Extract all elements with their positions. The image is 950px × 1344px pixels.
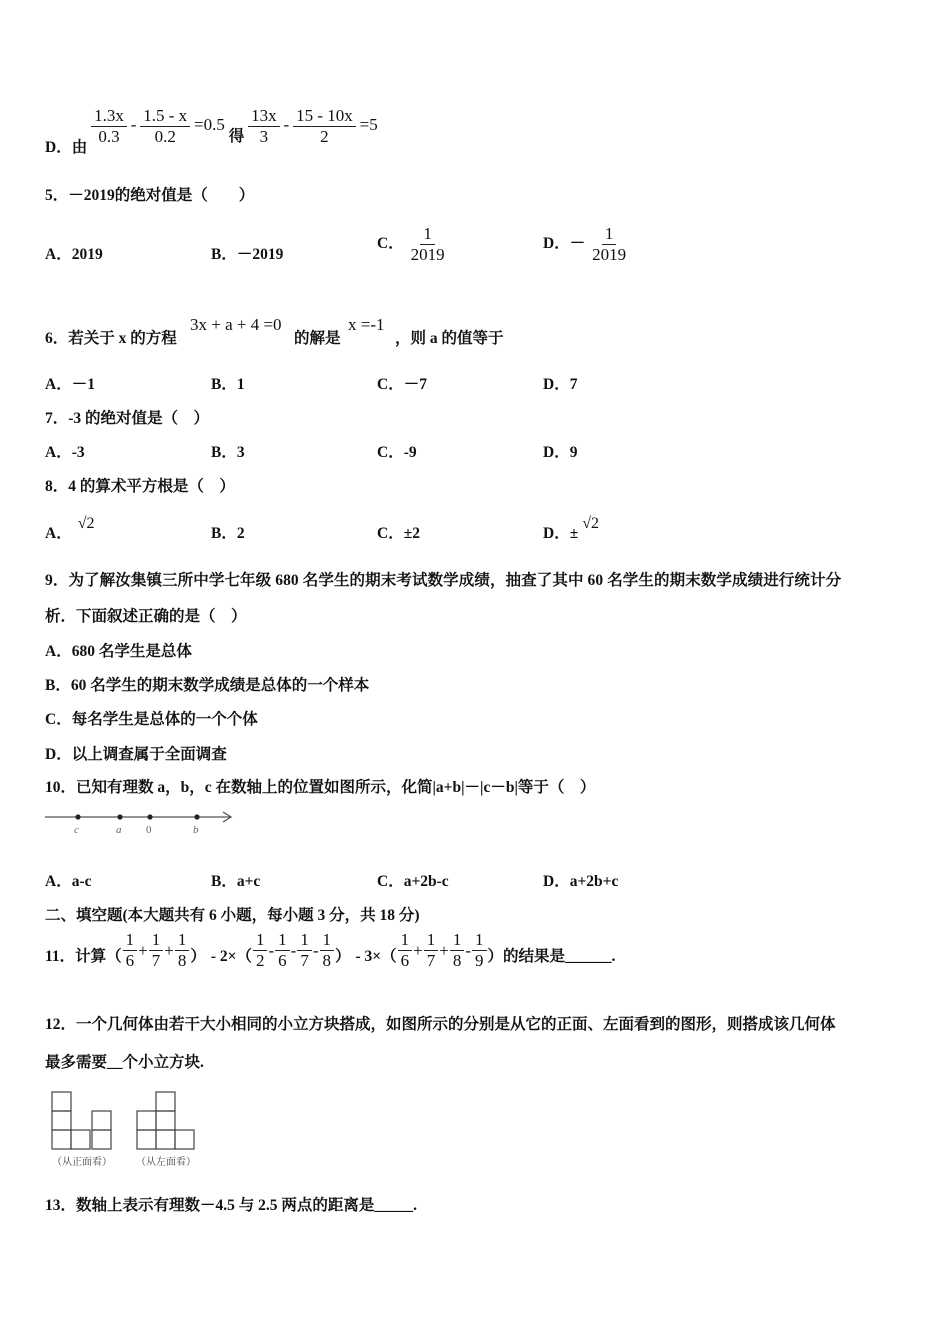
q6-option-a: A．－1: [45, 376, 95, 393]
q6-post: ，则 a 的值等于: [395, 330, 504, 347]
q5-option-c: C． $\frac{1}{2019}$: [377, 224, 445, 264]
q6-option-d: D．7: [543, 376, 578, 393]
q6-mid: 的解是: [294, 330, 341, 347]
q8-option-b: B．2: [211, 525, 245, 542]
q9-option-d: D．以上调查属于全面调查: [45, 746, 227, 763]
q5-stem: 5．－2019的绝对值是（ ）: [45, 187, 255, 204]
q5-option-a: A．2019: [45, 246, 103, 263]
q13-stem: 13．数轴上表示有理数－4.5 与 2.5 两点的距离是_____.: [45, 1197, 418, 1214]
caption-front: （从正面看）: [52, 1157, 112, 1168]
q9-line-2: 析．下面叙述正确的是（ ）: [45, 608, 247, 625]
q6-option-c: C．－7: [377, 376, 427, 393]
views-figure: [44, 1088, 214, 1170]
label-a: a: [116, 824, 122, 836]
label-b: b: [193, 824, 199, 836]
q9-line-1: 9．为了解汝集镇三所中学七年级 680 名学生的期末考试数学成绩，抽查了其中 60 名学生的期末数学成绩进行统计分: [45, 572, 842, 589]
q5-option-b: B．－2019: [211, 246, 284, 263]
q4-option-d: D．由 $\frac{1.3x}{0.3}$ - $\frac{1.5 - x}{0.2}$ =0.5 得 $\frac{13x}{3}$ - $\frac{15 - 10x}{2}$ =5: [45, 106, 378, 157]
q4-frac-4: $\frac{15 - 10x}{2}$: [293, 106, 356, 147]
q9-option-a: A．680 名学生是总体: [45, 643, 192, 660]
q6-option-b: B．1: [211, 376, 245, 393]
q6-pre: 6．若关于 x 的方程: [45, 330, 177, 347]
q12-line-1: 12．一个几何体由若干大小相同的小立方块搭成，如图所示的分别是从它的正面、左面看到的图形，则搭成该几何体: [45, 1016, 836, 1033]
caption-left: （从左面看）: [136, 1157, 196, 1168]
q9-option-c: C．每名学生是总体的一个个体: [45, 711, 258, 728]
q7-option-a: A．-3: [45, 444, 85, 461]
q10-option-b: B．a+c: [211, 873, 261, 890]
q9-option-b: B．60 名学生的期末数学成绩是总体的一个样本: [45, 677, 370, 694]
left-view: [137, 1092, 194, 1149]
front-view: [52, 1092, 111, 1149]
q11-expression: 11．计算（ $\frac{1}{6}$ + $\frac{1}{7}$ + $\frac{1}{8}$ ） - 2×（ $\frac{1}{2}$ - $\frac{1}{6}$ - $\frac{1}{7}$ - $\frac{1}{8}$ ） - 3×（ $\frac{1}{6}$ + $\frac{1}{7}$ + $\frac{1}{8}$ - $\frac{1}{9}$ ）的结果是______.: [45, 930, 616, 970]
q10-option-c: C．a+2b-c: [377, 873, 449, 890]
q8-stem: 8．4 的算术平方根是（ ）: [45, 478, 235, 495]
point-0: [147, 814, 152, 819]
point-b: [194, 814, 199, 819]
q5-option-d: D．－ $\frac{1}{2019}$: [543, 224, 627, 264]
q7-option-b: B．3: [211, 444, 245, 461]
q4-label: D．由: [45, 139, 88, 157]
q7-stem: 7．-3 的绝对值是（ ）: [45, 410, 210, 427]
q8-option-a: A．√2: [45, 515, 95, 542]
q12-line-2: 最多需要__个小立方块.: [45, 1054, 204, 1071]
number-line-figure: [42, 806, 242, 838]
q6-equation: 3x + a + 4 =0: [190, 315, 282, 334]
q8-option-c: C．±2: [377, 525, 420, 542]
q4-frac-2: $\frac{1.5 - x}{0.2}$: [140, 106, 190, 147]
q10-stem: 10．已知有理数 a，b，c 在数轴上的位置如图所示，化简|a+b|－|c－b|等于（ ）: [45, 779, 596, 796]
point-a: [117, 814, 122, 819]
q6-solution: x =-1: [348, 315, 385, 334]
q10-option-d: D．a+2b+c: [543, 873, 619, 890]
q4-frac-3: $\frac{13x}{3}$: [248, 106, 280, 147]
section-2-heading: 二、填空题(本大题共有 6 小题，每小题 3 分，共 18 分): [45, 907, 420, 924]
q7-option-d: D．9: [543, 444, 578, 461]
q8-option-d: D．±√2: [543, 515, 599, 542]
q4-frac-1: $\frac{1.3x}{0.3}$: [91, 106, 127, 147]
q10-option-a: A．a-c: [45, 873, 92, 890]
point-c: [75, 814, 80, 819]
label-0: 0: [146, 824, 152, 836]
label-c: c: [74, 824, 79, 836]
q7-option-c: C．-9: [377, 444, 417, 461]
